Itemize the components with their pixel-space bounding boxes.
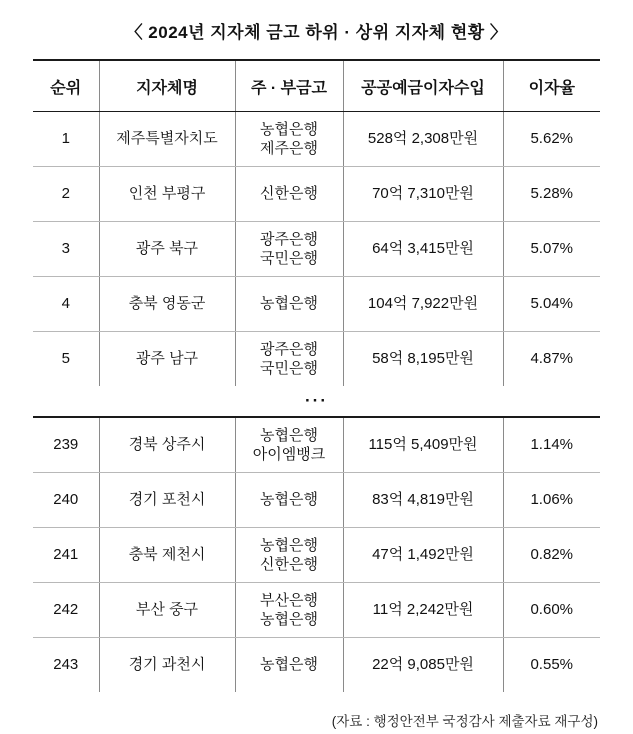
cell-rate: 5.04%	[503, 277, 600, 332]
cell-rank: 242	[33, 583, 99, 638]
table-row	[33, 638, 600, 693]
table-row	[33, 528, 600, 583]
top-table	[33, 59, 600, 386]
table-row	[33, 167, 600, 222]
table-row	[33, 583, 600, 638]
bank-line: 농협은행	[260, 536, 318, 554]
cell-rank: 4	[33, 277, 99, 332]
cell-bank	[235, 528, 343, 583]
bank-line: 신한은행	[260, 185, 318, 203]
cell-rate: 5.62%	[503, 112, 600, 167]
cell-bank	[235, 583, 343, 638]
cell-rate: 0.60%	[503, 583, 600, 638]
cell-bank	[235, 222, 343, 277]
cell-amount: 83억 4,819만원	[343, 473, 503, 528]
cell-name: 광주 북구	[99, 222, 235, 277]
table-row	[33, 417, 600, 473]
cell-rank: 3	[33, 222, 99, 277]
bank-line: 광주은행	[260, 340, 318, 358]
rows-truncated-indicator: ···	[305, 391, 328, 410]
bank-line: 신한은행	[260, 556, 318, 573]
column-header-bank: 주 · 부금고	[235, 60, 343, 112]
bank-line: 국민은행	[260, 360, 318, 377]
cell-name: 부산 중구	[99, 583, 235, 638]
cell-rate: 5.28%	[503, 167, 600, 222]
bank-line: 광주은행	[260, 230, 318, 248]
bank-line: 농협은행	[260, 491, 318, 509]
bottom-rows-body	[33, 417, 600, 692]
cell-rate: 1.14%	[503, 417, 600, 473]
cell-bank	[235, 332, 343, 387]
bank-line: 농협은행	[260, 656, 318, 674]
cell-rate: 4.87%	[503, 332, 600, 387]
cell-rate: 5.07%	[503, 222, 600, 277]
table-header-row	[33, 60, 600, 112]
column-header-amount: 공공예금이자수입	[343, 60, 503, 112]
bottom-table	[33, 416, 600, 692]
bank-line: 부산은행	[260, 591, 318, 609]
cell-rank: 1	[33, 112, 99, 167]
table-row	[33, 332, 600, 387]
table-row	[33, 222, 600, 277]
bank-line: 농협은행	[260, 295, 318, 313]
cell-name: 제주특별자치도	[99, 112, 235, 167]
cell-name: 광주 남구	[99, 332, 235, 387]
cell-name: 충북 영동군	[99, 277, 235, 332]
cell-name: 경기 과천시	[99, 638, 235, 693]
cell-rate: 1.06%	[503, 473, 600, 528]
cell-bank	[235, 277, 343, 332]
cell-rank: 239	[33, 417, 99, 473]
bank-line: 국민은행	[260, 250, 318, 267]
cell-bank	[235, 638, 343, 693]
cell-rank: 240	[33, 473, 99, 528]
cell-name: 경북 상주시	[99, 417, 235, 473]
cell-rank: 5	[61, 350, 70, 368]
table-container	[33, 59, 600, 692]
source-note: (자료 : 행정안전부 국정감사 제출자료 재구성)	[331, 714, 598, 729]
bank-line: 농협은행	[260, 611, 318, 628]
cell-amount: 115억 5,409만원	[343, 417, 503, 473]
cell-bank	[235, 167, 343, 222]
cell-bank	[235, 473, 343, 528]
table-row	[33, 277, 600, 332]
cell-amount: 70억 7,310만원	[343, 167, 503, 222]
column-header-rank: 순위	[33, 60, 99, 112]
column-header-rate: 이자율	[503, 60, 600, 112]
cell-amount: 47억 1,492만원	[343, 528, 503, 583]
page-title: 〈 2024년 지자체 금고 하위 · 상위 지자체 현황 〉	[125, 23, 508, 42]
cell-name: 충북 제천시	[99, 528, 235, 583]
cell-rate: 0.82%	[503, 528, 600, 583]
column-header-name: 지자체명	[99, 60, 235, 112]
cell-rank: 241	[33, 528, 99, 583]
table-row	[33, 112, 600, 167]
cell-bank	[235, 417, 343, 473]
bank-line: 농협은행	[260, 120, 318, 138]
cell-amount: 104억 7,922만원	[343, 277, 503, 332]
cell-name: 인천 부평구	[99, 167, 235, 222]
bank-line: 농협은행	[260, 426, 318, 444]
cell-amount: 22억 9,085만원	[343, 638, 503, 693]
cell-name: 경기 포천시	[99, 473, 235, 528]
top-rows-body	[33, 112, 600, 387]
table-row	[33, 473, 600, 528]
cell-amount: 11억 2,242만원	[343, 583, 503, 638]
cell-rate: 0.55%	[503, 638, 600, 693]
cell-bank	[235, 112, 343, 167]
cell-amount: 58억 8,195만원	[343, 332, 503, 387]
bank-line: 제주은행	[260, 140, 318, 157]
cell-rank: 2	[33, 167, 99, 222]
cell-amount: 64억 3,415만원	[343, 222, 503, 277]
bank-line: 아이엠뱅크	[252, 446, 326, 463]
cell-amount: 528억 2,308만원	[343, 112, 503, 167]
cell-rank: 243	[53, 656, 79, 674]
